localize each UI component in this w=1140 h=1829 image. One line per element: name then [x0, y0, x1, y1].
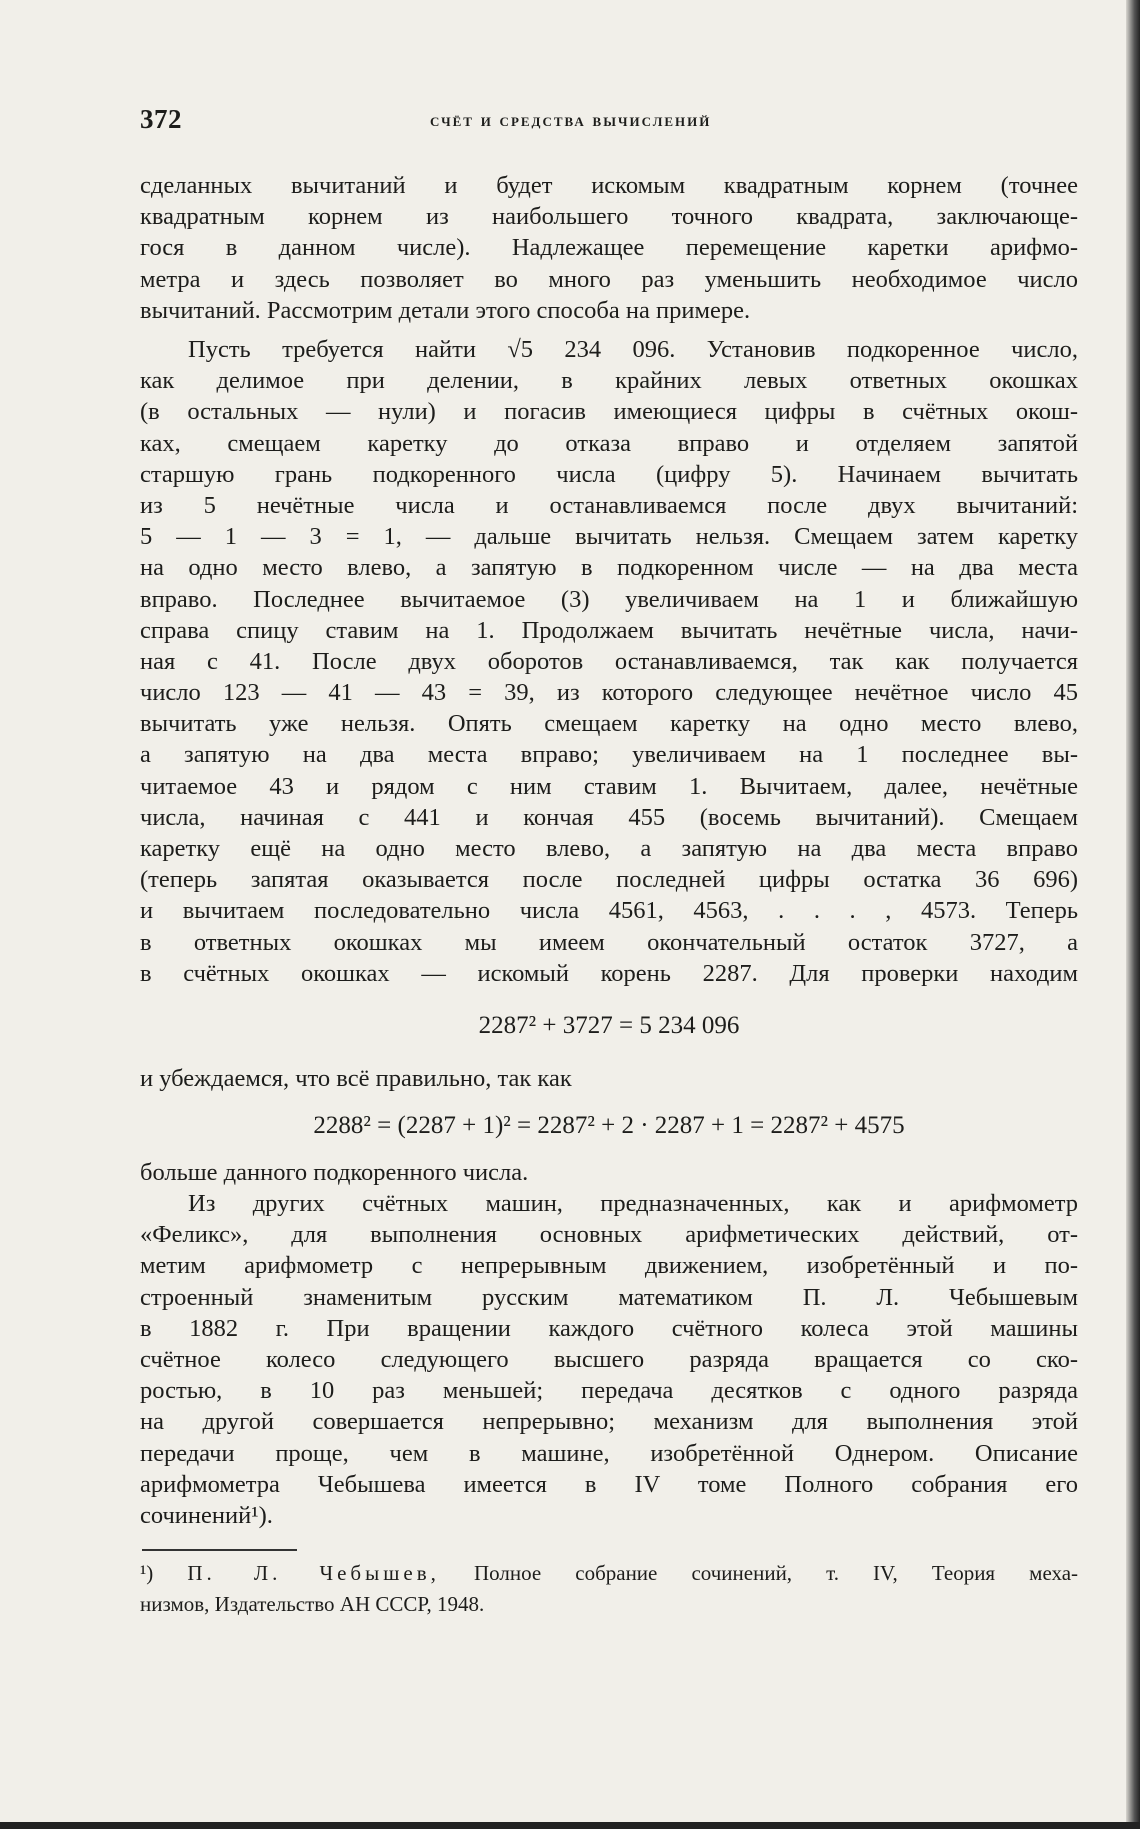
- text-line: в счётных окошках — искомый корень 2287. Для проверки находим: [140, 959, 1078, 987]
- text-line: и убеждаемся, что всё правильно, так как: [140, 1065, 572, 1092]
- text-line: вправо. Последнее вычитаемое (3) увеличиваем на 1 и ближайшую: [140, 585, 1078, 613]
- text-line: арифмометра Чебышева имеется в IV томе Полного собрания его: [140, 1470, 1078, 1498]
- page-bottom-edge: [0, 1822, 1140, 1829]
- page-edge-shadow: [1126, 0, 1140, 1829]
- footnote-line-1: [140, 1558, 1078, 1589]
- text-line: гося в данном числе). Надлежащее перемещение каретки арифмо-: [140, 234, 1078, 262]
- text-line: больше данного подкоренного числа.: [140, 1159, 529, 1186]
- text-line: сделанных вычитаний и будет искомым квадратным корнем (точнее: [140, 172, 1078, 199]
- text-line: числа, начиная с 441 и кончая 455 (восемь вычитаний). Смещаем: [140, 803, 1078, 831]
- text-line: метра и здесь позволяет во много раз уменьшить необходимое число: [140, 265, 1078, 293]
- text-line: в 1882 г. При вращении каждого счётного колеса этой машины: [140, 1314, 1078, 1342]
- text-after-formula-2: [140, 1157, 1078, 1188]
- text-line: метим арифмометр с непрерывным движением, изобретённый и по-: [140, 1252, 1078, 1280]
- text-line: каретку ещё на одно место влево, а запятую на два места вправо: [140, 835, 1078, 862]
- text-line: строенный знаменитым русским математиком П. Л. Чебышевым: [140, 1283, 1078, 1311]
- text-line: Пусть требуется найти √5 234 096. Установив подкоренное число,: [188, 336, 1078, 363]
- footnote-line-2: низмов, Издательство АН СССР, 1948.: [140, 1592, 485, 1617]
- page-number: 372: [140, 104, 182, 134]
- text-after-formula-1: [140, 1063, 1078, 1094]
- text-line: квадратным корнем из наибольшего точного квадрата, заключающе-: [140, 203, 1078, 231]
- text-line: в ответных окошках мы имеем окончательный остаток 3727, а: [140, 928, 1078, 956]
- text-line: число 123 — 41 — 43 = 39, из которого следующее нечётное число 45: [140, 679, 1078, 707]
- paragraph-3: [140, 1188, 1078, 1531]
- text-line: передачи проще, чем в машине, изобретённой Однером. Описание: [140, 1439, 1078, 1467]
- text-line: сочинений¹).: [140, 1501, 273, 1529]
- paragraph-2: [140, 334, 1078, 989]
- running-title: счёт и средства вычислений: [430, 110, 712, 131]
- text-line: (теперь запятая оказывается после последней цифры остатка 36 696): [140, 866, 1078, 894]
- footnote-author: П. Л. Чебышев,: [187, 1561, 440, 1585]
- text-line: счётное колесо следующего высшего разряда вращается со ско-: [140, 1345, 1078, 1373]
- text-line: «Феликс», для выполнения основных арифметических действий, от-: [140, 1221, 1078, 1249]
- text-line: читаемое 43 и рядом с ним ставим 1. Вычитаем, далее, нечётные: [140, 772, 1078, 800]
- text-line: Из других счётных машин, предназначенных, как и арифмометр: [188, 1190, 1078, 1217]
- footnote: [140, 1558, 1078, 1620]
- text-line: ростью, в 10 раз меньшей; передача десятков с одного разряда: [140, 1377, 1078, 1405]
- formula-check: 2287² + 3727 = 5 234 096: [478, 1012, 740, 1039]
- text-line: и вычитаем последовательно числа 4561, 4563, . . . , 4573. Теперь: [140, 897, 1078, 925]
- text-line: как делимое при делении, в крайних левых ответных окошках: [140, 367, 1078, 395]
- footnote-rule: [142, 1549, 297, 1551]
- text-line: справа спицу ставим на 1. Продолжаем вычитать нечётные числа, начи-: [140, 616, 1078, 644]
- text-line: 5 — 1 — 3 = 1, — дальше вычитать нельзя. Смещаем затем каретку: [140, 523, 1078, 551]
- formula-verification: 2288² = (2287 + 1)² = 2287² + 2 · 2287 + 1 = 2287² + 4575: [313, 1112, 905, 1139]
- paragraph-1: [140, 170, 1078, 326]
- text-line: вычитать уже нельзя. Опять смещаем каретку на одно место влево,: [140, 710, 1078, 738]
- footnote-text: Полное собрание сочинений, т. IV, Теория меха-: [473, 1561, 1079, 1585]
- text-line: ках, смещаем каретку до отказа вправо и отделяем запятой: [140, 429, 1078, 457]
- text-line: старшую грань подкоренного числа (цифру 5). Начинаем вычитать: [140, 460, 1078, 488]
- text-line: (в остальных — нули) и погасив имеющиеся цифры в счётных окош-: [140, 398, 1078, 426]
- text-line: ная с 41. После двух оборотов останавливаемся, так как получается: [140, 647, 1078, 675]
- footnote-marker: ¹): [140, 1561, 154, 1585]
- text-line: из 5 нечётные числа и останавливаемся после двух вычитаний:: [140, 491, 1078, 519]
- text-line: а запятую на два места вправо; увеличиваем на 1 последнее вы-: [140, 741, 1078, 769]
- text-line: на одно место влево, а запятую в подкоренном числе — на два места: [140, 554, 1078, 582]
- text-line: вычитаний. Рассмотрим детали этого способа на примере.: [140, 296, 751, 324]
- page-header: [140, 104, 1078, 144]
- text-line: на другой совершается непрерывно; механизм для выполнения этой: [140, 1408, 1078, 1436]
